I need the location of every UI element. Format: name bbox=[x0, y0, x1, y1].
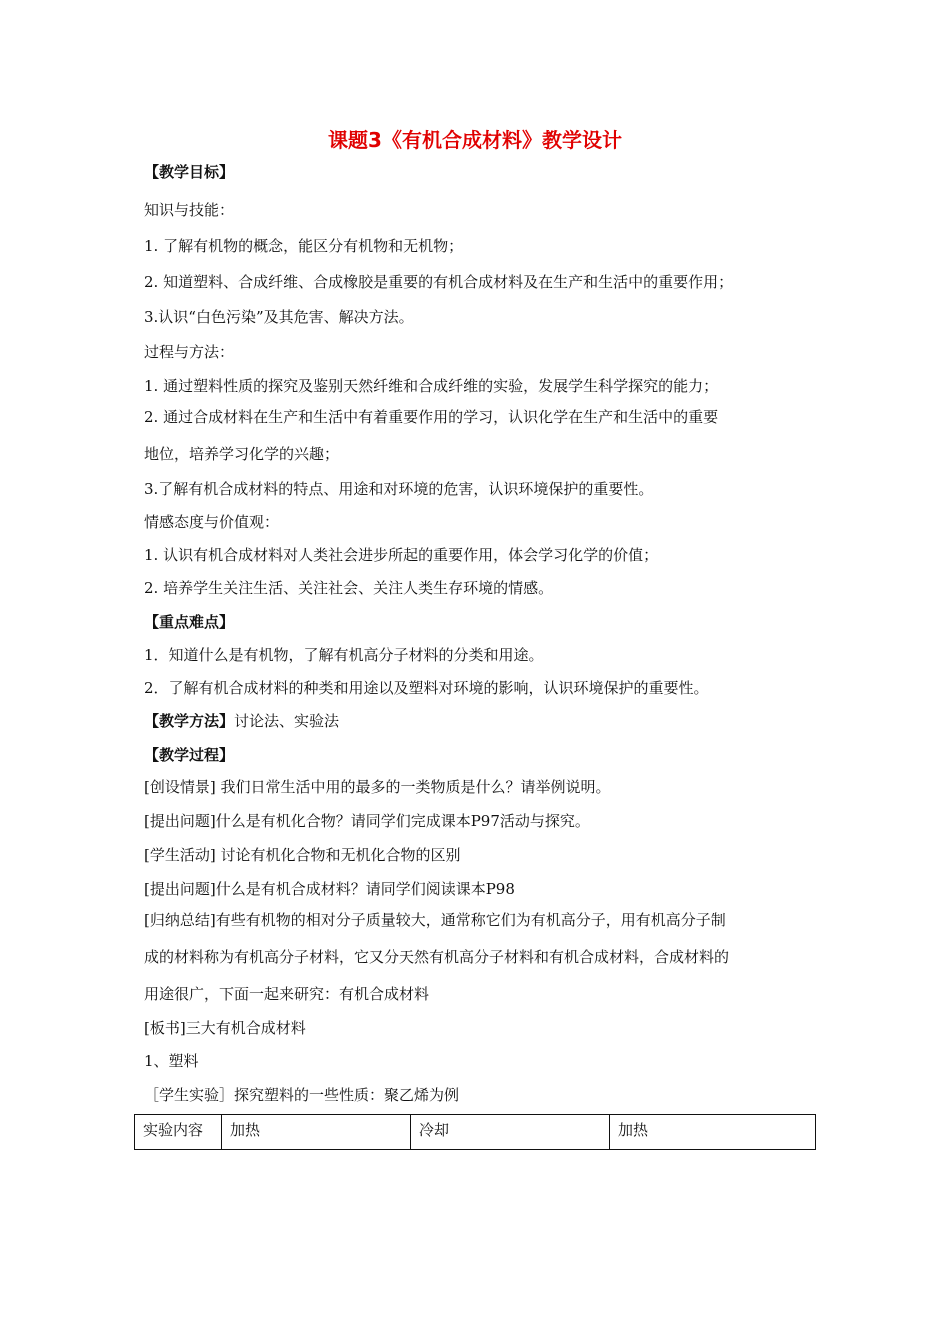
list-item: 3.认识“白色污染”及其危害、解决方法。 bbox=[144, 308, 414, 326]
section-heading-process: 【教学过程】 bbox=[144, 746, 235, 764]
list-item: 2. 知道塑料、合成纤维、合成橡胶是重要的有机合成材料及在生产和生活中的重要作用； bbox=[144, 273, 734, 291]
experiment-table bbox=[134, 1114, 816, 1150]
process-line: 成的材料称为有机高分子材料，它又分天然有机高分子材料和有机合成材料，合成材料的 bbox=[144, 948, 730, 966]
process-line: 1、塑料 bbox=[144, 1052, 199, 1070]
list-item: 2. 培养学生关注生活、关注社会、关注人类生存环境的情感。 bbox=[144, 579, 554, 597]
table-cell: 加热 bbox=[222, 1115, 411, 1150]
process-line: [创设情景] 我们日常生活中用的最多的一类物质是什么？请举例说明。 bbox=[144, 778, 611, 796]
list-item: 3.了解有机合成材料的特点、用途和对环境的危害，认识环境保护的重要性。 bbox=[144, 480, 654, 498]
process-line: [提出问题]什么是有机化合物？请同学们完成课本P97活动与探究。 bbox=[144, 812, 590, 830]
list-item: 2．了解有机合成材料的种类和用途以及塑料对环境的影响，认识环境保护的重要性。 bbox=[144, 679, 709, 697]
method-line bbox=[144, 711, 339, 731]
process-line: ［学生实验］探究塑料的一些性质：聚乙烯为例 bbox=[144, 1086, 460, 1104]
subheading-knowledge: 知识与技能： bbox=[144, 201, 235, 219]
subheading-process: 过程与方法： bbox=[144, 343, 235, 361]
table-cell: 冷却 bbox=[411, 1115, 610, 1150]
list-item: 1. 认识有机合成材料对人类社会进步所起的重要作用，体会学习化学的价值； bbox=[144, 546, 659, 564]
section-heading-key-points: 【重点难点】 bbox=[144, 613, 235, 631]
list-item: 1．知道什么是有机物，了解有机高分子材料的分类和用途。 bbox=[144, 646, 544, 664]
list-item: 1. 了解有机物的概念，能区分有机物和无机物； bbox=[144, 237, 464, 255]
process-line: 用途很广，下面一起来研究：有机合成材料 bbox=[144, 985, 430, 1003]
subheading-attitude: 情感态度与价值观： bbox=[144, 513, 280, 531]
table-cell-header: 实验内容 bbox=[135, 1115, 222, 1150]
method-text: 讨论法、实验法 bbox=[234, 712, 340, 730]
process-line: [提出问题]什么是有机合成材料？请同学们阅读课本P98 bbox=[144, 880, 515, 898]
section-heading-method: 【教学方法】 bbox=[144, 712, 235, 730]
page-title: 课题3《有机合成材料》教学设计 bbox=[328, 128, 622, 152]
list-item: 1. 通过塑料性质的探究及鉴别天然纤维和合成纤维的实验，发展学生科学探究的能力； bbox=[144, 377, 719, 395]
table-cell: 加热 bbox=[610, 1115, 816, 1150]
list-item-continuation: 地位，培养学习化学的兴趣； bbox=[144, 445, 340, 463]
process-line: [板书]三大有机合成材料 bbox=[144, 1019, 306, 1037]
section-heading-objectives: 【教学目标】 bbox=[144, 163, 235, 181]
table-row bbox=[135, 1115, 816, 1150]
process-line: [学生活动] 讨论有机化合物和无机化合物的区别 bbox=[144, 846, 461, 864]
process-line: [归纳总结]有些有机物的相对分子质量较大，通常称它们为有机高分子，用有机高分子制 bbox=[144, 911, 726, 929]
list-item: 2. 通过合成材料在生产和生活中有着重要作用的学习，认识化学在生产和生活中的重要 bbox=[144, 408, 719, 426]
